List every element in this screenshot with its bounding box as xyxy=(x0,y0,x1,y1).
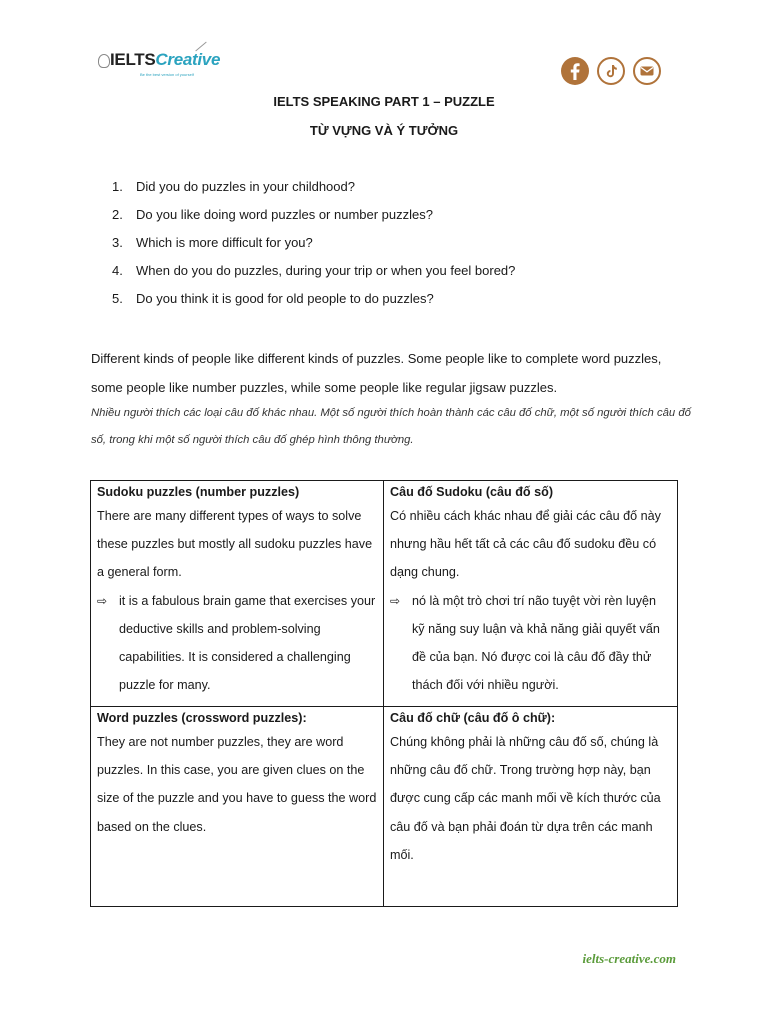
question-item: 5. Do you think it is good for old people to do puzzles? xyxy=(112,291,434,306)
word-english-cell xyxy=(91,707,384,907)
bullet-point: ⇨ it is a fabulous brain game that exercises your deductive skills and problem-solving capabilities. It is considered a challenging puzzle for many. xyxy=(97,587,377,700)
cell-body: Có nhiều cách khác nhau để giải các câu đố này nhưng hầu hết tất cả các câu đố sudoku đều có dạng chung. xyxy=(390,509,661,580)
table-row xyxy=(91,481,678,707)
cell-body: Chúng không phải là những câu đố số, chúng là những câu đố chữ. Trong trường hợp này, bạn được cung cấp các manh mối về kích thước của câu đố và bạn phải đoán từ dựa trên các manh mối. xyxy=(390,735,661,862)
ielts-creative-logo xyxy=(94,44,224,84)
intro-paragraph-vietnamese: Nhiều người thích các loại câu đố khác nhau. Một số người thích hoàn thành các câu đố chữ, một số người thích câu đố số, trong khi một số người thích câu đố ghép hình thông thường. xyxy=(91,407,691,446)
sudoku-vietnamese-cell xyxy=(384,481,678,707)
word-vietnamese-cell xyxy=(384,707,678,907)
social-links xyxy=(561,57,661,85)
logo-tagline: Be the best version of yourself xyxy=(140,72,194,77)
cell-header: Câu đố Sudoku (câu đố số) xyxy=(390,485,554,499)
bullet-point: ⇨ nó là một trò chơi trí não tuyệt vời rèn luyện kỹ năng suy luận và khả năng giải quyết vấn đề của bạn. Nó được coi là câu đố đầy thử thách đối với nhiều người. xyxy=(390,587,671,700)
cell-header: Word puzzles (crossword puzzles): xyxy=(97,711,307,725)
sudoku-english-cell xyxy=(91,481,384,707)
question-item: 3. Which is more difficult for you? xyxy=(112,235,313,250)
intro-paragraph-english: Different kinds of people like different kinds of puzzles. Some people like to complete word puzzles, some people like number puzzles, while some people like regular jigsaw puzzles. xyxy=(91,351,662,395)
question-item: 1. Did you do puzzles in your childhood? xyxy=(112,179,355,194)
arrow-right-icon: ⇨ xyxy=(390,593,401,608)
page-subtitle: TỪ VỰNG VÀ Ý TƯỞNG xyxy=(309,123,459,138)
footer-website-link[interactable]: ielts-creative.com xyxy=(582,951,676,966)
vocabulary-table xyxy=(90,480,678,907)
table-row xyxy=(91,707,678,907)
arrow-right-icon: ⇨ xyxy=(97,593,108,608)
lightbulb-icon xyxy=(98,54,110,68)
cell-body: They are not number puzzles, they are word puzzles. In this case, you are given clues on the size of the puzzle and you have to guess the word based on the clues. xyxy=(97,735,377,834)
question-list xyxy=(112,178,515,318)
facebook-icon[interactable] xyxy=(561,57,589,85)
question-item: 4. When do you do puzzles, during your trip or when you feel bored? xyxy=(112,263,516,278)
question-item: 2. Do you like doing word puzzles or number puzzles? xyxy=(112,207,433,222)
cell-body: There are many different types of ways to solve these puzzles but mostly all sudoku puzzles have a general form. xyxy=(97,509,373,580)
mail-icon[interactable] xyxy=(633,57,661,85)
cell-header: Câu đố chữ (câu đố ô chữ): xyxy=(390,711,556,725)
cell-header: Sudoku puzzles (number puzzles) xyxy=(97,485,300,499)
tiktok-icon[interactable] xyxy=(597,57,625,85)
page-title: IELTS SPEAKING PART 1 – PUZZLE xyxy=(273,94,495,109)
logo-wordmark: IELTSCreative xyxy=(110,50,221,69)
